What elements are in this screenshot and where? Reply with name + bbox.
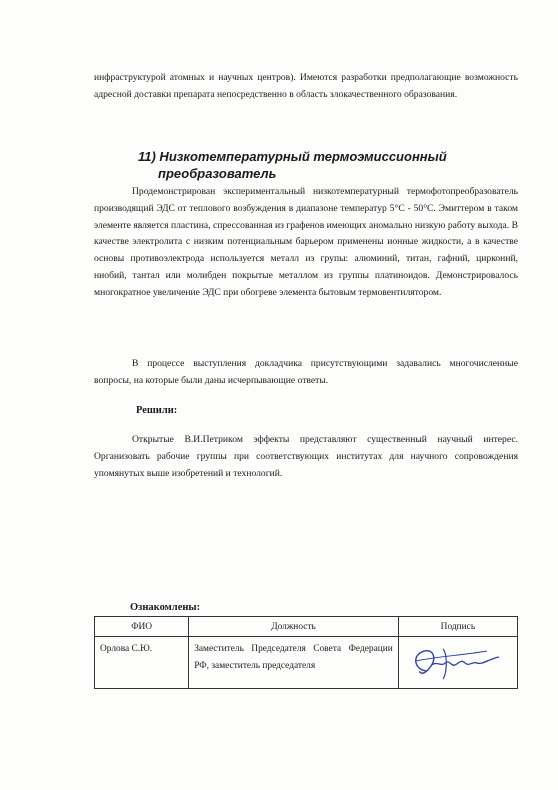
cell-signature bbox=[398, 637, 517, 689]
cell-name: Орлова С.Ю. bbox=[95, 637, 189, 689]
header-name: ФИО bbox=[95, 617, 189, 637]
acknowledgement-table bbox=[94, 616, 518, 689]
section-heading-line-1: 11) Низкотемпературный термоэмиссионный bbox=[138, 149, 447, 164]
paragraph-resolution: Открытые В.И.Петриком эффекты представляют существенный научный интерес. Организовать рабочие группы при соответствующих институтах для научного сопровождения упомянутых выше изобретений и технологий. bbox=[94, 434, 518, 479]
header-position: Должность bbox=[189, 617, 399, 637]
cell-position: Заместитель Председателя Совета Федерации РФ, заместитель председателя bbox=[189, 637, 399, 689]
paragraph-discussion: В процессе выступления докладчика присутствующими задавались многочисленные вопросы, на которые были даны исчерпывающие ответы. bbox=[94, 358, 518, 386]
paragraph-section-body: Продемонстрирован экспериментальный низкотемпературный термофотопреобразователь производящий ЭДС от теплового возбуждения в диапазоне температур 5°С - 50°С. Эмиттером в таком элементе является пластина, спрессованная из графенов имеющих аномально низкую работу выхода. В качестве электролита с низким потенциальным барьером применены ионные жидкости, а в качестве основы противоэлектрода используется металл из групы: алюминий, титан, гафний, цирконий, ниобий, тантал или молибден покрытые металлом из группы платиноидов. Демонстрировалось многократное увеличение ЭДС при обогреве элемента бытовым термовентилятором. bbox=[94, 186, 518, 298]
section-heading-line-2: преобразователь bbox=[158, 166, 277, 181]
resolved-label: Решили: bbox=[136, 405, 178, 416]
table-row bbox=[95, 637, 518, 689]
header-signature: Подпись bbox=[398, 617, 517, 637]
table-header-row bbox=[95, 617, 518, 637]
paragraph-intro-continued: инфраструктурой атомных и научных центров). Имеются разработки предполагающие возможность адресной доставки препарата непосредственно в область злокачественного образования. bbox=[94, 72, 518, 100]
acknowledged-title: Ознакомлены: bbox=[130, 602, 201, 613]
section-heading bbox=[138, 148, 518, 182]
handwritten-signature bbox=[404, 641, 512, 681]
